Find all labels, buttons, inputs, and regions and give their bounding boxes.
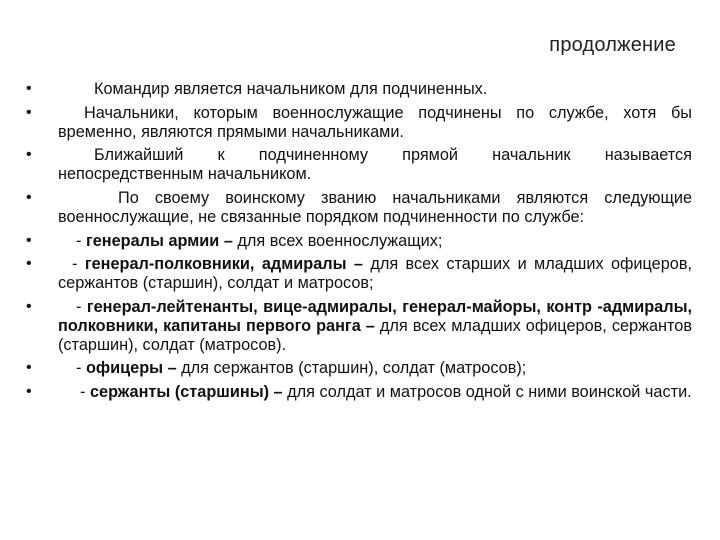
- item-text: По своему воинскому званию начальниками являются следующие военнослужащие, не связанные порядком подчиненности по службе:: [58, 188, 692, 226]
- bullet-list: [20, 80, 692, 407]
- list-item: [20, 359, 692, 378]
- list-item: [20, 255, 692, 293]
- bullet-icon: •: [26, 231, 32, 249]
- list-item: [20, 383, 692, 402]
- item-text: -: [76, 359, 86, 378]
- bold-term: генерал-полковники, адмиралы –: [84, 255, 363, 274]
- list-item: [20, 189, 692, 227]
- list-item: [20, 232, 692, 251]
- bullet-icon: •: [26, 188, 32, 206]
- bullet-icon: •: [26, 359, 32, 377]
- bold-term: офицеры –: [85, 359, 177, 378]
- item-text: Командир является начальником для подчиненных.: [94, 80, 488, 98]
- item-text: для всех младших офицеров, сержантов (старшин), солдат (матросов).: [58, 316, 692, 354]
- list-item: [20, 80, 692, 99]
- bullet-icon: •: [26, 383, 32, 401]
- bold-term: генералы армии –: [85, 231, 233, 250]
- item-text: -: [76, 297, 87, 316]
- list-item: [20, 104, 692, 142]
- bullet-icon: •: [26, 146, 32, 164]
- list-item: [20, 298, 692, 354]
- item-text: -: [72, 255, 85, 274]
- item-text: для солдат и матросов одной с ними воинской части.: [282, 383, 692, 402]
- item-text: для всех старших и младших офицеров, сержантов (старшин), солдат и матросов;: [58, 255, 692, 293]
- item-text: для всех военнослужащих;: [232, 231, 443, 250]
- slide-heading: продолжение: [549, 34, 676, 56]
- item-text: Ближайший к подчиненному прямой начальник называется непосредственным начальником.: [58, 146, 692, 184]
- bullet-icon: •: [26, 80, 32, 97]
- item-text: Начальники, которым военнослужащие подчинены по службе, хотя бы временно, являются прямыми начальниками.: [58, 103, 692, 141]
- bold-term: сержанты (старшины) –: [89, 383, 283, 402]
- bullet-icon: •: [26, 297, 32, 315]
- item-text: для сержантов (старшин), солдат (матросов);: [176, 359, 527, 378]
- bullet-icon: •: [26, 103, 32, 121]
- item-text: -: [80, 383, 90, 402]
- bold-term: генерал-лейтенанты, вице-адмиралы, генерал-майоры, контр -адмиралы, полковники, капитаны первого ранга –: [58, 297, 692, 335]
- list-item: [20, 146, 692, 184]
- item-text: -: [76, 231, 86, 250]
- bullet-icon: •: [26, 255, 32, 273]
